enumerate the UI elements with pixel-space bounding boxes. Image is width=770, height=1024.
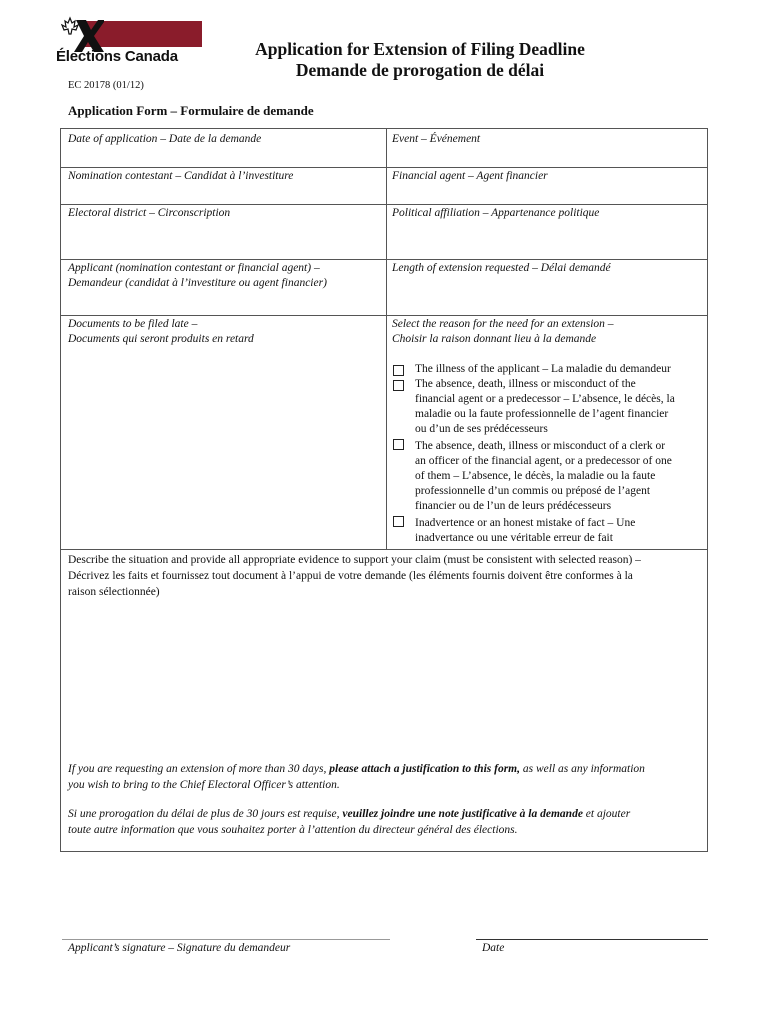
- applicant-signature-label: Applicant’s signature – Signature du demandeur: [68, 942, 291, 954]
- reason-clerk-officer-checkbox[interactable]: [393, 439, 404, 450]
- reason-heading: [392, 317, 614, 347]
- reason-inadvertence-option: [415, 516, 725, 546]
- justification-note-english: [68, 761, 701, 793]
- applicant-label-line2: Demandeur (candidat à l’investiture ou agent financier): [68, 277, 327, 289]
- reason-text-line: inadvertance ou une véritable erreur de fait: [415, 532, 613, 544]
- column-divider: [386, 129, 387, 549]
- reason-text-line: ou d’un de ses prédécesseurs: [415, 423, 548, 435]
- title-french: Demande de prorogation de délai: [295, 60, 545, 80]
- row-divider: [61, 259, 707, 260]
- situation-description-field[interactable]: [68, 552, 701, 600]
- row-divider: [61, 167, 707, 168]
- row-divider: [61, 549, 707, 550]
- note-text: you wish to bring to the Chief Electoral Officer’s attention.: [68, 779, 340, 791]
- event-field[interactable]: [392, 132, 480, 147]
- electoral-district-field[interactable]: [68, 206, 230, 221]
- description-line2: Décrivez les faits et fournissez tout document à l’appui de votre demande (les éléments fournis doivent être conformes à la: [68, 570, 633, 582]
- political-affiliation-field[interactable]: [392, 206, 599, 221]
- note-text: If you are requesting an extension of more than 30 days,: [68, 763, 330, 775]
- event-label: Event – Événement: [392, 133, 481, 145]
- title-english: Application for Extension of Filing Deadline: [255, 39, 585, 59]
- political-affiliation-label: Political affiliation – Appartenance politique: [392, 207, 600, 219]
- reason-financial-agent-checkbox[interactable]: [393, 380, 404, 391]
- nomination-contestant-label: Nomination contestant – Candidat à l’investiture: [68, 170, 294, 182]
- financial-agent-field[interactable]: [392, 169, 548, 184]
- logo-text: Élections Canada: [56, 48, 178, 65]
- reason-text-line: The illness of the applicant – La maladie du demandeur: [415, 363, 671, 375]
- section-title: Application Form – Formulaire de demande: [68, 103, 314, 118]
- description-line3: raison sélectionnée): [68, 586, 160, 598]
- application-form: [60, 128, 708, 852]
- electoral-district-label: Electoral district – Circonscription: [68, 207, 231, 219]
- description-line1: Describe the situation and provide all appropriate evidence to support your claim (must be consistent with selected reason) –: [68, 554, 641, 566]
- reason-text-line: of them – L’absence, le décès, la maladie ou la faute: [415, 470, 656, 482]
- date-signature-label: Date: [482, 942, 505, 954]
- row-divider: [61, 204, 707, 205]
- date-signature-line[interactable]: [476, 939, 708, 940]
- reason-illness-checkbox[interactable]: [393, 365, 404, 376]
- reason-inadvertence-checkbox[interactable]: [393, 516, 404, 527]
- applicant-signature-line[interactable]: [62, 939, 390, 940]
- row-divider: [61, 315, 707, 316]
- reason-text-line: an officer of the financial agent, or a predecessor of one: [415, 455, 672, 467]
- note-text: Si une prorogation du délai de plus de 30 jours est requise,: [68, 808, 343, 820]
- reason-financial-agent-option: [415, 377, 725, 437]
- reason-illness-option: [415, 362, 725, 377]
- reason-clerk-officer-option: [415, 439, 725, 514]
- applicant-field[interactable]: [68, 261, 327, 291]
- financial-agent-label: Financial agent – Agent financier: [392, 170, 548, 182]
- reason-text-line: financial agent or a predecessor – L’absence, le décès, la: [415, 393, 675, 405]
- reason-text-line: Inadvertence or an honest mistake of fact – Une: [415, 517, 636, 529]
- applicant-label-line1: Applicant (nomination contestant or financial agent) –: [68, 262, 320, 274]
- form-code: EC 20178 (01/12): [68, 80, 144, 91]
- reason-heading-line2: Choisir la raison donnant lieu à la demande: [392, 333, 597, 345]
- note-text: et ajouter: [582, 808, 631, 820]
- nomination-contestant-field[interactable]: [68, 169, 293, 184]
- note-emphasis: veuillez joindre une note justificative à la demande: [342, 808, 583, 820]
- length-of-extension-label: Length of extension requested – Délai demandé: [392, 262, 611, 274]
- length-of-extension-field[interactable]: [392, 261, 611, 276]
- justification-note-french: [68, 806, 701, 838]
- reason-text-line: professionnelle d’un commis ou préposé de l’agent: [415, 485, 651, 497]
- reason-text-line: The absence, death, illness or misconduct of a clerk or: [415, 440, 666, 452]
- note-emphasis: please attach a justification to this form,: [329, 763, 520, 775]
- reason-text-line: The absence, death, illness or misconduct of the: [415, 378, 636, 390]
- documents-filed-late-field[interactable]: [68, 317, 254, 347]
- date-of-application-label: Date of application – Date de la demande: [68, 133, 262, 145]
- documents-label-line2: Documents qui seront produits en retard: [68, 333, 254, 345]
- reason-text-line: maladie ou la faute professionnelle de l’agent financier: [415, 408, 669, 420]
- documents-label-line1: Documents to be filed late –: [68, 318, 198, 330]
- reason-heading-line1: Select the reason for the need for an extension –: [392, 318, 614, 330]
- note-text: as well as any information: [520, 763, 645, 775]
- reason-text-line: financier ou de l’un de leurs prédécesseurs: [415, 500, 612, 512]
- date-of-application-field[interactable]: [68, 132, 261, 147]
- note-text: toute autre information que vous souhaitez porter à l’attention du directeur général des élections.: [68, 824, 518, 836]
